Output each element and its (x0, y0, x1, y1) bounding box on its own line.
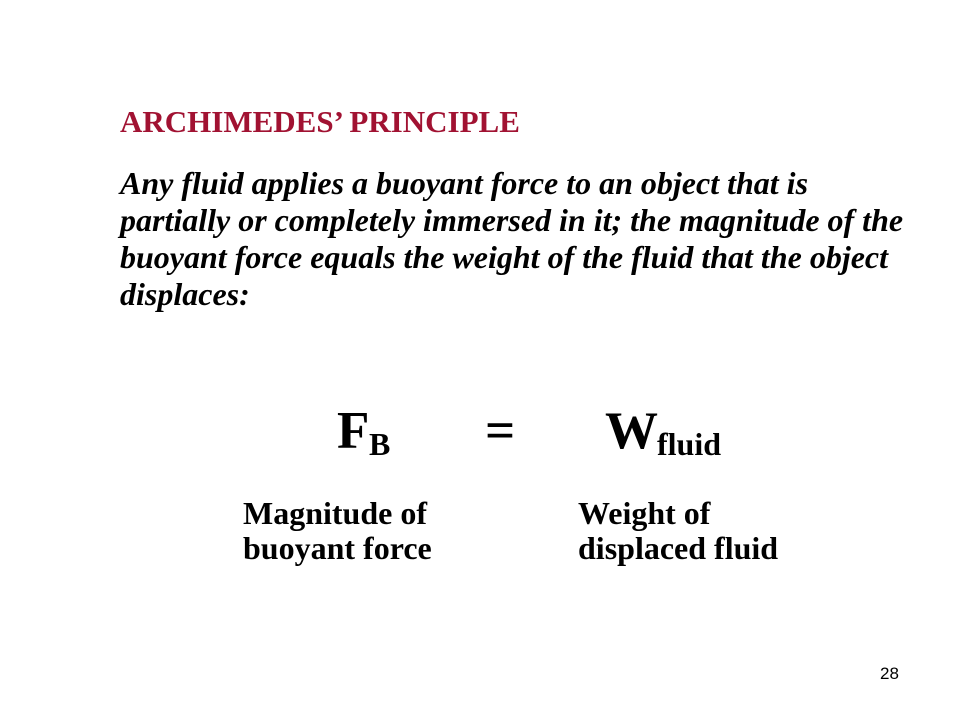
label-line: displaced fluid (578, 530, 779, 566)
buoyant-force-label (243, 496, 432, 566)
slide-title: ARCHIMEDES’ PRINCIPLE (120, 104, 520, 139)
statement-line: buoyant force equals the weight of the fluid that the object (120, 239, 888, 275)
label-line: Weight of (578, 495, 711, 531)
label-line: Magnitude of (243, 495, 427, 531)
statement-line: displaces: (120, 276, 250, 312)
equation-weight-symbol: W (605, 402, 658, 460)
page-number: 28 (880, 664, 899, 683)
statement-line: Any fluid applies a buoyant force to an object that is (120, 165, 809, 201)
equation-weight-subscript: fluid (657, 426, 722, 462)
statement-line: partially or completely immersed in it; the magnitude of the (120, 202, 904, 238)
label-line: buoyant force (243, 530, 432, 566)
equation-buoyant-force-subscript: B (369, 426, 391, 462)
equation-equals-sign: = (485, 402, 516, 460)
principle-statement (120, 165, 903, 313)
equation-buoyant-force-symbol: F (337, 402, 370, 460)
displaced-fluid-label (578, 496, 778, 566)
